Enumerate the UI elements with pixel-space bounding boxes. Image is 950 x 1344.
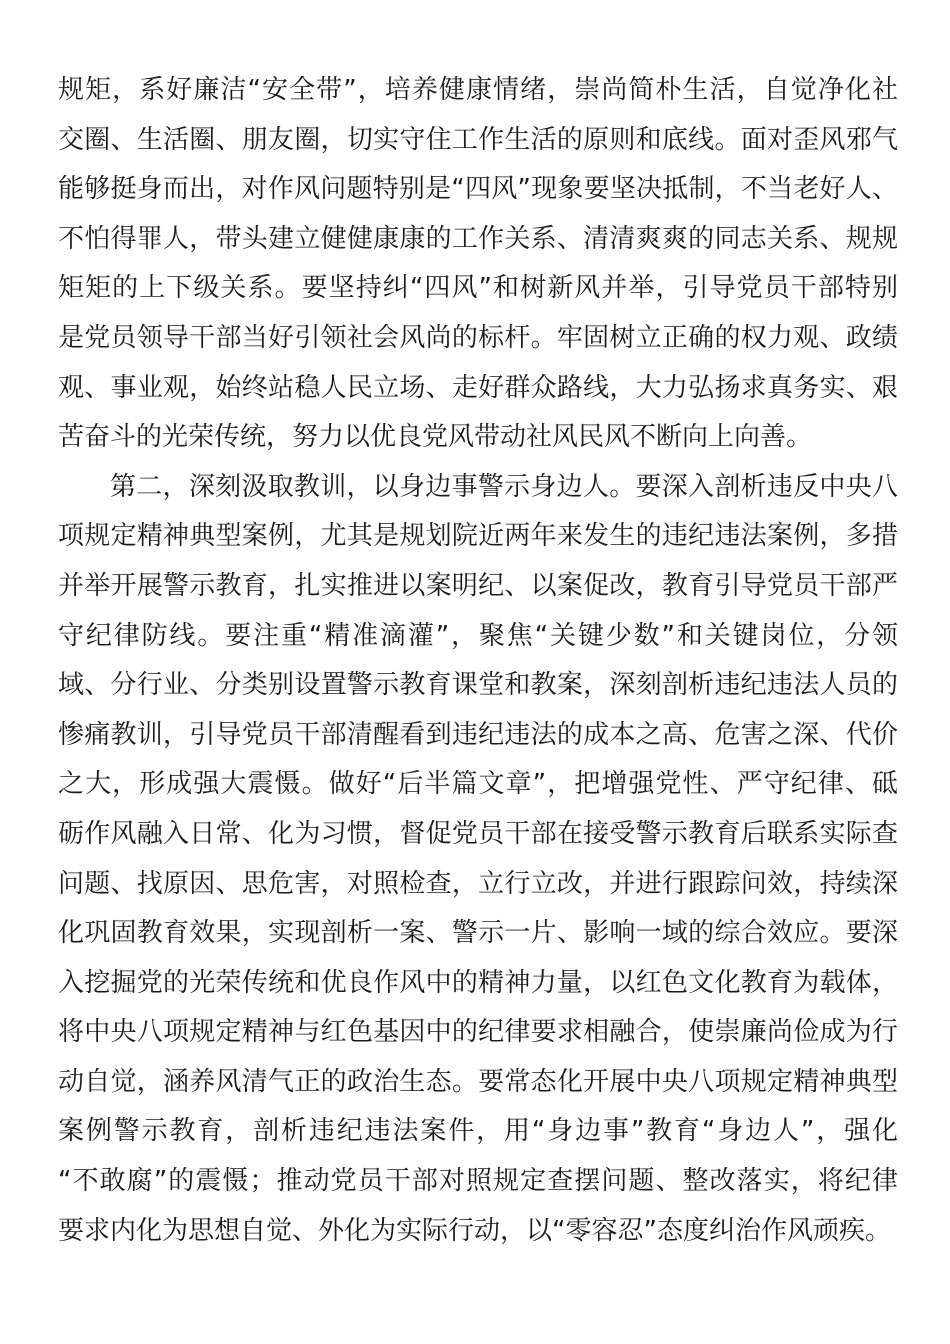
text-line: 矩矩的上下级关系。要坚持纠“四风”和树新风并举，引导党员干部特别 bbox=[58, 273, 898, 304]
text-line: “不敢腐”的震慑；推动党员干部对照规定查摆问题、整改落实，将纪律 bbox=[58, 1166, 898, 1197]
text-line: 守纪律防线。要注重“精准滴灌”，聚焦“关键少数”和关键岗位，分领 bbox=[58, 620, 898, 651]
text-line: 能够挺身而出，对作风问题特别是“四风”现象要坚决抵制，不当老好人、 bbox=[58, 174, 898, 205]
paragraph-2 bbox=[58, 463, 898, 1257]
text-line: 苦奋斗的光荣传统，努力以优良党风带动社风民风不断向上向善。 bbox=[58, 422, 813, 453]
text-line: 入挖掘党的光荣传统和优良作风中的精神力量，以红色文化教育为载体， bbox=[58, 967, 898, 998]
paragraph-1 bbox=[58, 66, 898, 463]
text-line: 观、事业观，始终站稳人民立场、走好群众路线，大力弘扬求真务实、艰 bbox=[58, 372, 898, 403]
text-line: 交圈、生活圈、朋友圈，切实守住工作生活的原则和底线。面对歪风邪气 bbox=[58, 124, 898, 155]
text-line: 砺作风融入日常、化为习惯，督促党员干部在接受警示教育后联系实际查 bbox=[58, 818, 898, 849]
text-line: 规矩，系好廉洁“安全带”，培养健康情绪，崇尚简朴生活，自觉净化社 bbox=[58, 75, 898, 105]
text-line: 是党员领导干部当好引领社会风尚的标杆。牢固树立正确的权力观、政绩 bbox=[58, 322, 898, 353]
text-line: 并举开展警示教育，扎实推进以案明纪、以案促改，教育引导党员干部严 bbox=[58, 570, 898, 601]
text-line: 不怕得罪人，带头建立健健康康的工作关系、清清爽爽的同志关系、规规 bbox=[58, 223, 898, 254]
text-line: 惨痛教训，引导党员干部清醒看到违纪违法的成本之高、危害之深、代价 bbox=[58, 719, 898, 750]
text-line: 之大，形成强大震慑。做好“后半篇文章”，把增强党性、严守纪律、砥 bbox=[58, 769, 898, 800]
text-line: 动自觉，涵养风清气正的政治生态。要常态化开展中央八项规定精神典型 bbox=[58, 1066, 898, 1097]
text-line: 将中央八项规定精神与红色基因中的纪律要求相融合，使崇廉尚俭成为行 bbox=[58, 1017, 898, 1048]
text-line: 域、分行业、分类别设置警示教育课堂和教案，深刻剖析违纪违法人员的 bbox=[58, 670, 898, 701]
text-line: 案例警示教育，剖析违纪违法案件，用“身边事”教育“身边人”，强化 bbox=[58, 1116, 898, 1147]
text-line: 化巩固教育效果，实现剖析一案、警示一片、影响一域的综合效应。要深 bbox=[58, 918, 898, 949]
text-line: 要求内化为思想自觉、外化为实际行动，以“零容忍”态度纠治作风顽疾。 bbox=[58, 1215, 891, 1246]
document-body bbox=[58, 66, 898, 1256]
text-line: 问题、找原因、思危害，对照检查，立行立改，并进行跟踪问效，持续深 bbox=[58, 868, 898, 899]
text-line: 第二，深刻汲取教训，以身边事警示身边人。要深入剖析违反中央八 bbox=[110, 471, 898, 502]
text-line: 项规定精神典型案例，尤其是规划院近两年来发生的违纪违法案例，多措 bbox=[58, 521, 898, 552]
